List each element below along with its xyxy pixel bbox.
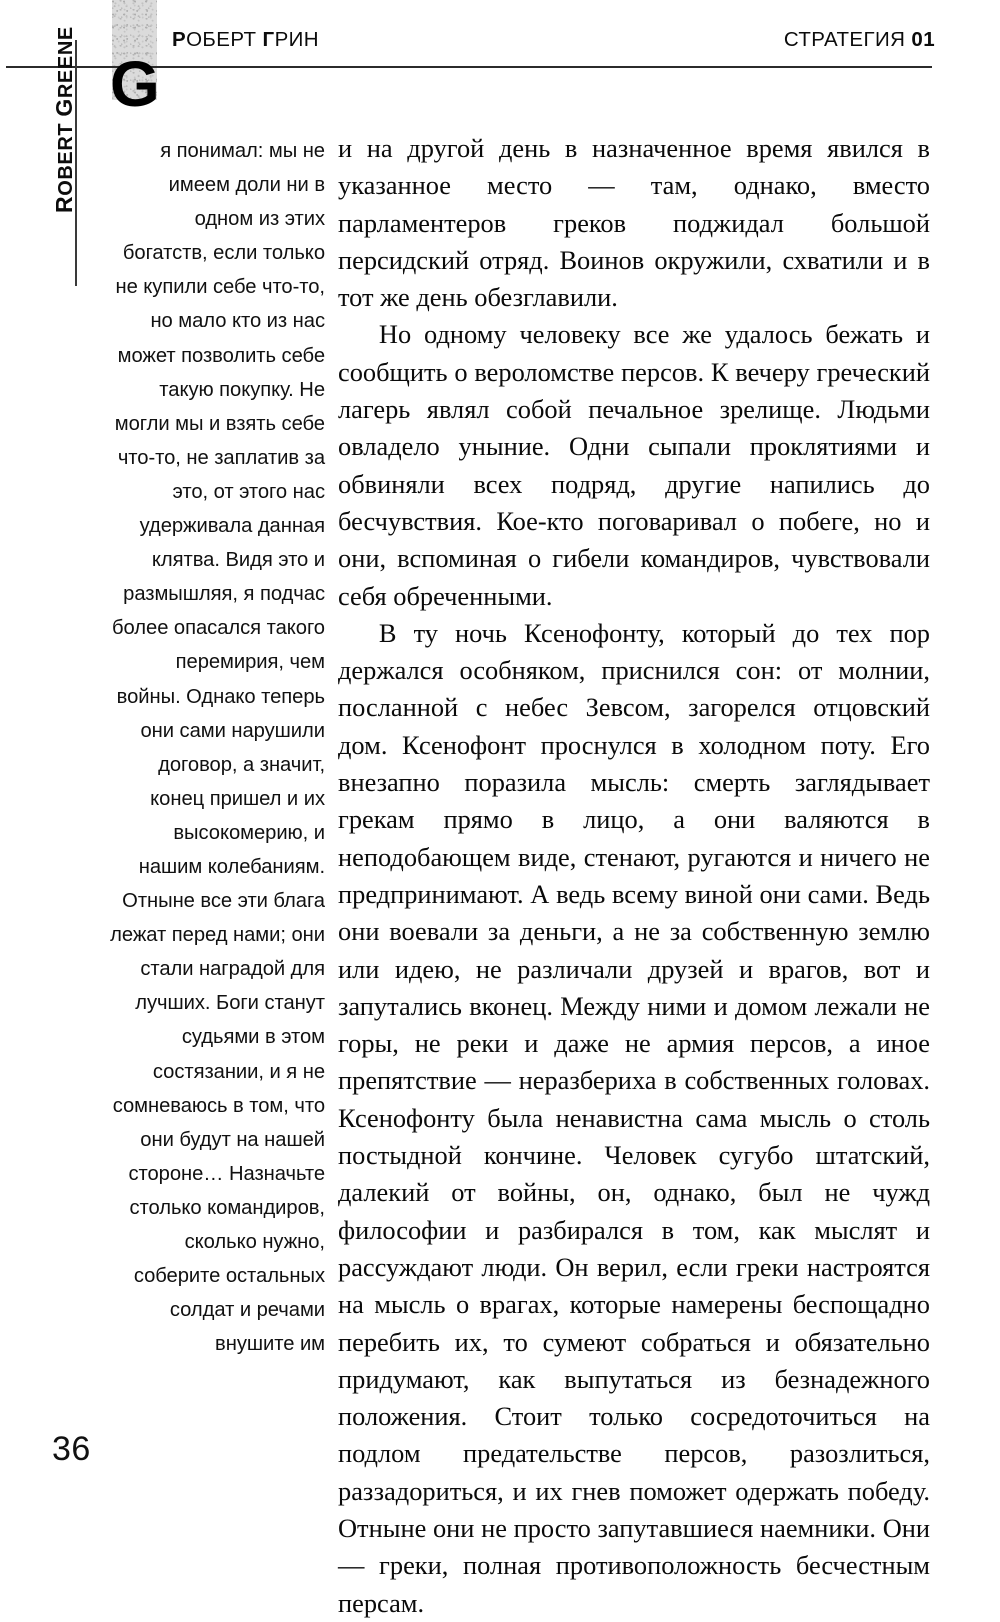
vertical-author-initial-2: G xyxy=(51,98,77,117)
sidebar-quote-text: я понимал: мы не имеем доли ни в одном из этих богатств, если только не купили себе что-то, но мало кто из нас может позволить себе такую покупку. Не могли мы и взять себе что-то, не заплатив за это, от этого нас удерживала данная клятва. Видя это и размышляя, я подчас более опасался такого перемирия, чем войны. Однако теперь они сами нарушили договор, а значит, конец пришел и их высокомерию, и нашим колебаниям. Отныне все эти блага лежат перед нами; они стали наградой для лучших. Боги станут судьями в этом состязании, и я не сомневаюсь в том, что они будут на нашей стороне… Назначьте столько командиров, сколько нужно, соберите остальных солдат и речами внушите им xyxy=(110,140,325,1356)
running-head-author-initial: Р xyxy=(172,28,187,51)
running-head-author-rest-2: РИН xyxy=(274,28,319,51)
vertical-author-rest: OBERT xyxy=(55,116,77,196)
main-text-column xyxy=(338,130,930,1622)
vertical-author-name xyxy=(51,0,85,213)
running-head-author xyxy=(172,28,319,52)
drop-cap-letter: G xyxy=(110,48,159,120)
running-head-author-initial-2: Г xyxy=(262,28,275,51)
running-head-strategy xyxy=(784,28,935,52)
page-number: 36 xyxy=(52,1430,91,1468)
body-paragraph: и на другой день в назначенное время явился в указанное место — там, однако, вместо парламентеров греков поджидал большой персидский отряд. Воинов окружили, схватили и в тот же день обезглавили. xyxy=(338,133,930,313)
vertical-author-initial: R xyxy=(51,195,77,213)
running-head-author-rest: ОБЕРТ xyxy=(186,28,263,51)
body-paragraph: В ту ночь Ксенофонту, который до тех пор держался особняком, приснился сон: от молнии, посланной с небес Зевсом, загорелся отцовский дом. Ксенофонт проснулся в холодном поту. Его внезапно поразила мысль: смерть заглядывает грекам прямо в лицо, а они валяются в неподобающем виде, стенают, ругаются и ничего не предпринимают. А ведь всему виной они сами. Ведь они воевали за деньги, а не за собственную землю или идею, не различали друзей и врагов, вот и запутались вконец. Между ними и домом лежали не горы, не реки и даже не армия персов, а иное препятствие — неразбериха в собственных головах. Ксенофонту была ненавистна сама мысль о столь постыдной кончине. Человек сугубо штатский, далекий от войны, он, однако, был не чужд философии и разбирался в том, как мыслят и рассуждают люди. Он верил, если греки настроятся на мысль о врагах, которые намерены беспощадно перебить их, то сумеют собраться и обязательно придумают, как выпутаться из безнадежного положения. Стоит только сосредоточиться на подлом предательстве персов, разозлиться, раззадориться, и их гнев поможет одержать победу. Отныне они не просто запутавшиеся наемники. Они — греки, полная противоположность бесчестным персам. xyxy=(338,617,930,1618)
body-paragraph: Но одному человеку все же удалось бежать и сообщить о вероломстве персов. К вечеру греческий лагерь являл собой печальное зрелище. Людьми овладело уныние. Одни сыпали проклятиями и обвиняли всех подряд, другие напились до бесчувствия. Кое-кто поговаривал о побеге, но и они, вспоминая о гибели командиров, чувствовали себя обреченными. xyxy=(338,319,930,611)
vertical-author-rest-2: REENE xyxy=(55,26,77,99)
sidebar-quote-column xyxy=(110,134,325,1361)
running-head-strategy-label: СТРАТЕГИЯ xyxy=(783,28,912,51)
running-head-strategy-number: 01 xyxy=(911,28,935,51)
